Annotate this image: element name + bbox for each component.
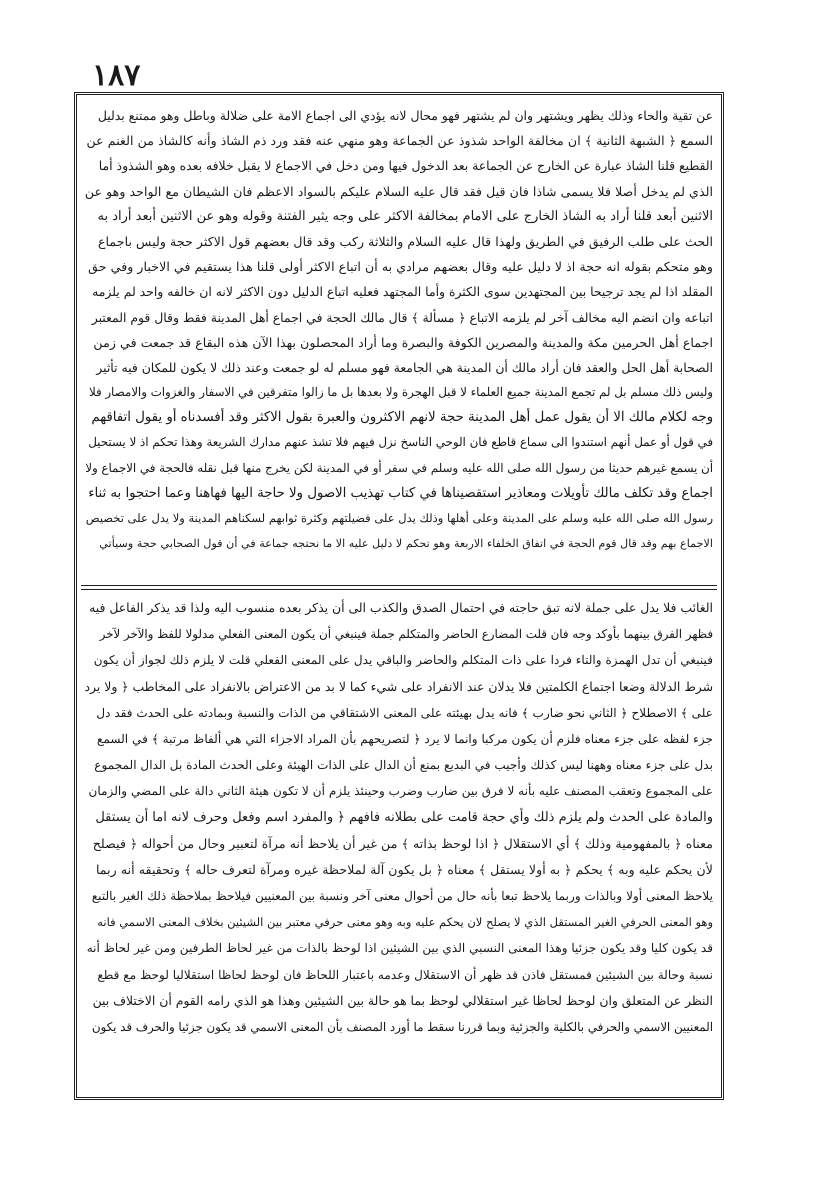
text-line: رسول الله صلى الله عليه وسلم على المدينة وعلى أهلها وذلك يدل على فضيلتهم وكثرة ثوابهم لسكناهم المدينة ولا يدل على تخصيص — [85, 511, 713, 525]
text-line: الذي لم يدخل أصلا فلا يسمى شاذا فان قيل فقد قال عليه السلام عليكم بالسواد الاعظم فان الشيطان مع الواحد وهو عن — [85, 183, 713, 199]
text-line: وهو المعنى الحرفي الغير المستقل الذي لا يصلح لان يحكم عليه وبه وهو معنى حرفي معتبر بين الشيئين بخلاف المعنى الاسمي فانه — [97, 915, 713, 930]
text-line: في قول أو عمل أنهم استندوا الى سماع قاطع فان الوحي الناسخ نزل فيهم فلا تشذ عنهم مدارك الشريعة وهذا تحكم اذ لا يستحيل — [88, 435, 713, 450]
text-line: قد يكون كليا وقد يكون جزئيا وهذا المعنى النسبي الذي بين الشيئين اذا لوحظ بالذات من غير لحاظ الطرفين ومن غير لحاظ أنه — [86, 941, 713, 956]
text-line: المقلد اذا لم يجد ترجيحا بين المجتهدين سوى الكثرة وأما المجتهد فعليه اتباع الدليل دون الاكثر لانه ان خالفه واحد لم يلزمه — [92, 284, 713, 300]
text-line: المعنيين الاسمي والحرفي بالكلية والجزئية وبما قررنا سقط ما أورد المصنف بأن المعنى الاسمي قد يكون جزئيا والحرف قد يكون — [91, 1020, 713, 1034]
text-line: الاثنين أبعد قلنا أراد به الشاذ الخارج على الامام بمخالفة الاكثر على وجه يثير الفتنة وقوله وهو عن الاثنين أبعد أراد به — [97, 208, 713, 224]
text-line: وليس ذلك مسلم بل لم تجمع المدينة جميع العلماء لا قبل الهجرة ولا بعدها بل ما زالوا متفرقين في الاسفار والغزوات والامصار فلا — [88, 385, 713, 400]
text-line: بدل على جزء معناه وههنا ليس كذلك وأجيب في البديع بمنع أن الدال على الذات الهيئة وعلى الحدث المادة بل الدال المجموع — [94, 758, 713, 773]
text-line: اجماع أهل الحرمين مكة والمدينة والمصرين الكوفة والبصرة وما أراد المحصلون بهذا الآن هذه البقاع قد جمعت في زمن — [93, 334, 713, 350]
text-line: القطيع قلنا الشاذ عبارة عن الخارج عن الجماعة بعد الدخول فيها ومن دخل في الاجماع لا يقبل خلافه بعده وهو الشذوذ أما — [98, 158, 713, 174]
text-line: الحث على طلب الرفيق في الطريق ولهذا قال عليه السلام والثلاثة ركب وقد قال بعضهم قول الاكثر حجة وليس باجماع — [97, 233, 713, 249]
text-line: على ﴾ الاصطلاح ﴿ الثاني نحو ضارب ﴾ فانه يدل بهيئته على المعنى الاشتقاقي من الذات والنسبة وبمادته على الحدث فقد دل — [96, 705, 713, 720]
section-divider-inner — [81, 589, 717, 590]
text-line: اجماع وقد تكلف مالك تأويلات ومعاذير استقصيناها في كتاب تهذيب الاصول ولا حاجة اليها فهاهنا وعما احتجوا به ثناء — [88, 485, 713, 501]
text-line: معناه ﴿ بالمفهومية وذلك ﴾ أي الاستقلال ﴿ اذا لوحظ بذاته ﴾ من غير أن يلاحظ أنه مرآة لتعبير وحال من أحواله ﴿ فيصلح — [92, 835, 713, 851]
text-line: اتباعه وان انضم اليه مخالف آخر لم يلزمه الاتباع ﴿ مسألة ﴾ قال مالك الحجة في اجماع أهل المدينة فقط وقال قوم المعتبر — [91, 309, 713, 325]
text-line: شرط الدلالة وضعا اجتماع الكلمتين فلا يدلان عند الانفراد على شيء كما لا بد من الاعتراض بالانفراد على المخاطب ﴿ ولا يرد — [85, 678, 713, 694]
page-number: ۱۸۷ — [92, 58, 141, 93]
text-line: يلاحظ المعنى أولا وبالذات وربما يلاحظ تبعا بأنه حال من أحوال معنى آخر ونسبة بين المعنيين فيلاحظ بملاحظة ذلك الغير بالتبع — [91, 889, 713, 904]
text-line: أن يسمع غيرهم حديثا من رسول الله صلى الله عليه وسلم في سفر أو في المدينة لكن يخرج منها قبل نقله فالحجة في الاجماع ولا — [85, 460, 713, 475]
text-line: لأن يحكم عليه وبه ﴾ يحكم ﴿ به أولا يستقل ﴾ معناه ﴿ بل يكون آلة لملاحظة غيره ومرآة لتعرف حاله ﴾ وتحقيقه أنه ربما — [95, 861, 713, 877]
text-line: جزء لفظه على جزء معناه فلزم أن يكون مركبا وانما لا يرد ﴿ لتصريحهم بأن المراد الاجزاء التي هي ألفاظ مرتبة ﴾ في السمع — [96, 731, 713, 746]
section-divider — [81, 585, 717, 586]
text-line: النظر عن المتعلق وان لوحظ لحاظا غير استقلالي لوحظ بما هو حالة بين الشيئين وهذا هو الذي رامه القوم أن الاختلاف بين — [92, 992, 713, 1008]
text-line: وجه لكلام مالك الا أن يقول عمل أهل المدينة حجة لانهم الاكثرون والعبرة بقول الاكثر وقد أفسدناه أو يقول اتفاقهم — [91, 410, 713, 426]
commentary-text-block — [85, 595, 713, 1093]
text-line: السمع ﴿ الشبهة الثانية ﴾ ان مخالفة الواحد شذوذ عن الجماعة وهو منهي عنه فقد ورد ذم الشاذ وأنه كالشاذ من الغنم عن — [86, 133, 713, 149]
text-line: وهو متحكم بقوله انه حجة اذ لا دليل عليه وقال بعضهم مرادي به أن اتباع الاكثر أولى قلنا هذا يستقيم في الاخبار وفي حق — [88, 259, 713, 275]
text-line: الاجماع بهم وقد قال قوم الحجة في اتفاق الخلفاء الاربعة وهو تحكم لا دليل عليه الا ما نحتجه جماعة في أن قول الصحابي حجة وسيأتي — [99, 537, 713, 551]
page-frame — [74, 92, 724, 1100]
main-text-block — [85, 103, 713, 581]
text-line: نسبة وحالة بين الشيئين فمستقل فاذن قد ظهر أن الاستقلال وعدمه باعتبار اللحاظ فان لوحظ لحاظا استقلاليا لوحظ مع قطع — [97, 967, 713, 982]
text-line: الصحابة أهل الحل والعقد فان أراد مالك أن المدينة هي الجامعة فهو مسلم له لو جمعت وعند ذلك لا يكون للمكان فيه تأثير — [96, 359, 713, 375]
text-line: فينبغي أن تدل الهمزة والتاء فردا على ذات المتكلم والحاضر والباقي يدل على المعنى الفعلي قلت لا يلزم ذلك لجواز أن يكون — [93, 653, 713, 668]
text-line: فظهر الفرق بينهما بأوكد وجه فان قلت المضارع الحاضر والمتكلم جملة فينبغي أن يكون المعنى الفعلي مدلولا للفظ والآخر لآخر — [99, 627, 713, 642]
text-line: والمادة على الحدث ولم يلزم ذلك وأي حجة قامت على بطلانه فافهم ﴿ والمفرد اسم وفعل وحرف لانه اما أن يستقل — [95, 809, 713, 825]
text-line: الغائب فلا يدل على جملة لانه تبق حاجته في احتمال الصدق والكذب الى أن يذكر بعده منسوب اليه ولذا قد يذكر الفاعل فيه — [89, 600, 713, 615]
text-line: عن تقية والحاء وذلك يظهر ويشتهر وان لم يشتهر فهو محال لانه يؤدي الى اجماع الامة على ضلالة وباطل وهو ممتنع بدليل — [97, 108, 713, 123]
text-line: على المجموع وتعقب المصنف عليه بأنه لا فرق بين ضارب وضرب وحينئذ يلزم أن لا تكون هيئة الثاني دالة على المضي والزمان — [88, 784, 713, 799]
